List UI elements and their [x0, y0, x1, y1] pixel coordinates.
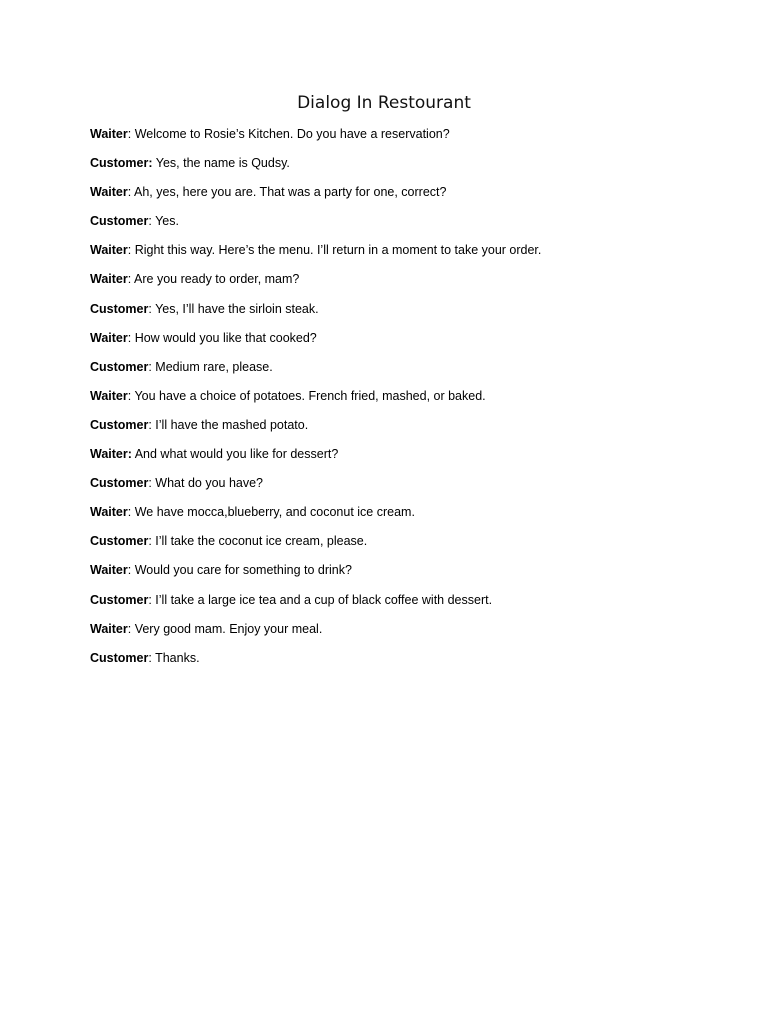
- dialog-text: I’ll take a large ice tea and a cup of black coffee with dessert.: [155, 592, 493, 607]
- speaker-label: Waiter: [90, 563, 128, 578]
- speaker-label: Waiter: [90, 505, 128, 520]
- speaker-label: Waiter:: [90, 447, 132, 462]
- separator: :: [127, 505, 135, 520]
- dialog-line: [90, 474, 710, 503]
- separator: :: [127, 388, 135, 403]
- separator: :: [127, 185, 135, 200]
- dialog-line: [90, 445, 710, 474]
- speaker-label: Waiter: [90, 330, 128, 345]
- separator: :: [148, 417, 156, 432]
- dialog-text: And what would you like for dessert?: [134, 447, 339, 462]
- separator: :: [127, 243, 135, 258]
- separator: :: [127, 272, 135, 287]
- separator: :: [127, 621, 135, 636]
- dialog-text: Yes, I’ll have the sirloin steak.: [155, 301, 319, 316]
- dialog-line: [90, 387, 710, 416]
- separator: :: [127, 330, 135, 345]
- separator: :: [148, 650, 156, 665]
- dialog-line: [90, 300, 710, 329]
- separator: :: [148, 592, 156, 607]
- dialog-text: I’ll take the coconut ice cream, please.: [155, 534, 368, 549]
- dialog-line: [90, 532, 710, 561]
- dialog-text: Would you care for something to drink?: [134, 563, 352, 578]
- separator: :: [148, 534, 156, 549]
- dialog-line: [90, 416, 710, 445]
- dialog-line: [90, 154, 710, 183]
- dialog-text: You have a choice of potatoes. French fried, mashed, or baked.: [134, 388, 486, 403]
- dialog-text: Medium rare, please.: [155, 359, 273, 374]
- dialog-text: How would you like that cooked?: [134, 330, 317, 345]
- speaker-label: Customer: [90, 592, 149, 607]
- dialog-text: Right this way. Here’s the menu. I’ll return in a moment to take your order.: [134, 243, 542, 258]
- dialog-text: Thanks.: [155, 650, 200, 665]
- dialog-text: We have mocca,blueberry, and coconut ice cream.: [134, 505, 415, 520]
- dialog-text: Are you ready to order, mam?: [134, 272, 300, 287]
- speaker-label: Customer: [90, 650, 149, 665]
- dialog-text: Yes, the name is Qudsy.: [155, 156, 290, 171]
- speaker-label: Customer: [90, 301, 149, 316]
- separator: :: [148, 214, 156, 229]
- speaker-label: Customer: [90, 534, 149, 549]
- separator: :: [148, 301, 156, 316]
- speaker-label: Waiter: [90, 621, 128, 636]
- speaker-label: Waiter: [90, 272, 128, 287]
- dialog-line: [90, 270, 710, 299]
- speaker-label: Customer: [90, 417, 149, 432]
- dialog-text: Very good mam. Enjoy your meal.: [134, 621, 323, 636]
- speaker-label: Waiter: [90, 127, 128, 141]
- dialog-text: Yes.: [155, 214, 179, 229]
- dialog-line: [90, 329, 710, 358]
- dialog-text: What do you have?: [155, 476, 264, 491]
- dialog-line: [90, 649, 710, 678]
- dialog-line: [90, 241, 710, 270]
- dialog-line: [90, 212, 710, 241]
- speaker-label: Customer: [90, 476, 149, 491]
- speaker-label: Customer: [90, 214, 149, 229]
- dialog-line: [90, 620, 710, 649]
- speaker-label: Waiter: [90, 243, 128, 258]
- document-title: Dialog In Restourant: [297, 93, 471, 113]
- separator: :: [127, 563, 135, 578]
- dialog-line: [90, 503, 710, 532]
- dialog-text: Welcome to Rosie’s Kitchen. Do you have a reservation?: [134, 127, 450, 141]
- separator: :: [148, 476, 156, 491]
- dialog-body: [90, 125, 710, 678]
- speaker-label: Waiter: [90, 388, 128, 403]
- dialog-text: Ah, yes, here you are. That was a party for one, correct?: [134, 185, 447, 200]
- speaker-label: Customer:: [90, 156, 153, 171]
- speaker-label: Customer: [90, 359, 149, 374]
- dialog-line: [90, 358, 710, 387]
- separator: :: [127, 127, 135, 141]
- speaker-label: Waiter: [90, 185, 128, 200]
- dialog-text: I’ll have the mashed potato.: [155, 417, 309, 432]
- dialog-line: [90, 591, 710, 620]
- dialog-line: [90, 561, 710, 590]
- dialog-line: [90, 183, 710, 212]
- separator: :: [148, 359, 156, 374]
- dialog-line: [90, 125, 710, 154]
